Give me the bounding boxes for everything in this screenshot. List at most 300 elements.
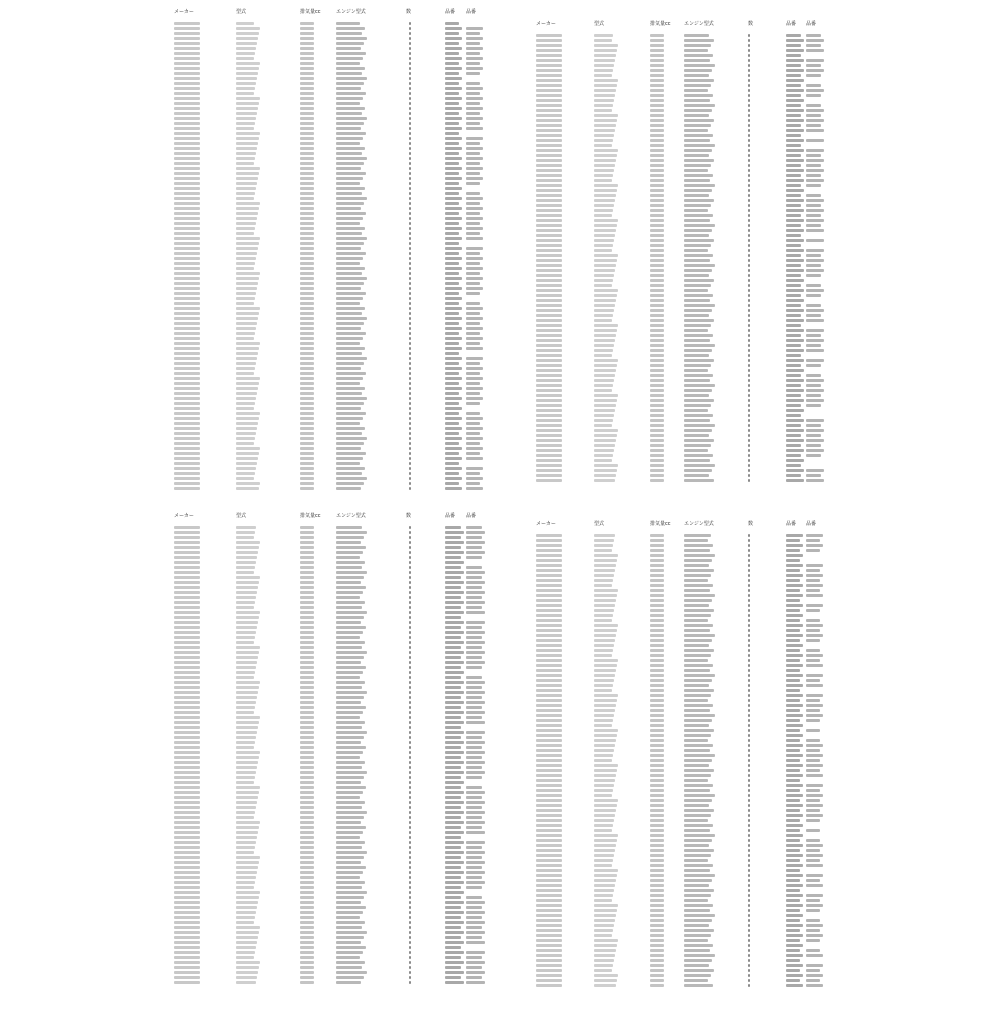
cell-pn2 (806, 239, 824, 242)
cell-model (236, 377, 260, 380)
cell-disp (300, 87, 314, 90)
cell-model (594, 234, 615, 237)
cell-model (594, 464, 618, 467)
cell-cap (336, 606, 362, 609)
cell-model (236, 926, 260, 929)
cell-model (594, 699, 617, 702)
cell-maker (174, 621, 200, 624)
cell-num (748, 94, 750, 97)
cell-disp (300, 267, 314, 270)
cell-model (594, 929, 613, 932)
cell-model (236, 626, 257, 629)
cell-cap (684, 194, 709, 197)
cell-disp (300, 47, 314, 50)
table-top-right (536, 20, 866, 510)
cell-model (594, 954, 615, 957)
cell-model (594, 414, 614, 417)
cell-pn1 (445, 556, 461, 559)
cell-pn1 (445, 891, 464, 894)
cell-pn1 (445, 546, 461, 549)
cell-num (409, 751, 411, 754)
cell-maker (174, 232, 200, 235)
cell-cap (684, 644, 709, 647)
cell-model (236, 352, 258, 355)
cell-cap (336, 881, 365, 884)
cell-maker (174, 626, 200, 629)
cell-maker (536, 254, 562, 257)
cell-num (409, 786, 411, 789)
cell-disp (650, 264, 664, 267)
header-part-no-1: 品番 (445, 9, 456, 15)
cell-disp (650, 909, 664, 912)
cell-maker (536, 724, 562, 727)
cell-disp (650, 959, 664, 962)
cell-pn2 (466, 956, 482, 959)
cell-cap (336, 412, 366, 415)
cell-pn2 (466, 207, 483, 210)
cell-pn1 (786, 659, 800, 662)
cell-num (748, 759, 750, 762)
cell-disp (650, 724, 664, 727)
cell-num (409, 801, 411, 804)
cell-num (409, 626, 411, 629)
cell-model (594, 909, 617, 912)
cell-maker (536, 434, 562, 437)
cell-model (594, 704, 616, 707)
cell-pn2 (466, 766, 482, 769)
cell-num (748, 934, 750, 937)
cell-pn1 (445, 896, 461, 899)
cell-disp (650, 279, 664, 282)
cell-pn1 (445, 212, 459, 215)
cell-cap (336, 102, 360, 105)
cell-model (236, 761, 258, 764)
cell-pn2 (806, 319, 824, 322)
cell-pn2 (806, 209, 824, 212)
cell-pn1 (445, 342, 459, 345)
cell-maker (536, 864, 562, 867)
cell-pn1 (445, 377, 462, 380)
cell-cap (336, 626, 366, 629)
cell-cap (336, 212, 366, 215)
cell-num (409, 651, 411, 654)
cell-pn1 (786, 979, 800, 982)
cell-model (594, 829, 612, 832)
cell-pn1 (786, 434, 801, 437)
cell-pn1 (445, 716, 461, 719)
header-maker: メーカー (174, 513, 194, 519)
cell-num (748, 454, 750, 457)
cell-model (236, 751, 260, 754)
cell-disp (650, 934, 664, 937)
cell-num (748, 779, 750, 782)
cell-cap (684, 639, 712, 642)
cell-disp (300, 731, 314, 734)
cell-disp (650, 854, 664, 857)
cell-disp (300, 881, 314, 884)
cell-num (748, 244, 750, 247)
cell-num (409, 472, 411, 475)
cell-disp (300, 961, 314, 964)
cell-model (236, 397, 256, 400)
cell-pn2 (466, 936, 482, 939)
cell-num (748, 719, 750, 722)
cell-model (594, 279, 613, 282)
cell-pn2 (466, 876, 482, 879)
cell-model (236, 432, 256, 435)
cell-model (236, 287, 257, 290)
cell-model (236, 916, 255, 919)
cell-pn1 (445, 297, 462, 300)
cell-model (236, 347, 259, 350)
cell-cap (684, 299, 710, 302)
cell-disp (650, 124, 664, 127)
cell-disp (300, 526, 314, 529)
cell-pn2 (466, 477, 483, 480)
cell-num (748, 689, 750, 692)
cell-maker (174, 851, 200, 854)
cell-num (409, 901, 411, 904)
cell-num (409, 167, 411, 170)
cell-num (409, 397, 411, 400)
cell-num (409, 152, 411, 155)
cell-num (409, 896, 411, 899)
cell-maker (174, 182, 200, 185)
cell-maker (174, 332, 200, 335)
cell-pn2 (466, 212, 480, 215)
cell-cap (684, 574, 711, 577)
cell-disp (650, 449, 664, 452)
cell-num (409, 182, 411, 185)
cell-pn1 (445, 601, 464, 604)
cell-model (236, 691, 258, 694)
cell-disp (300, 536, 314, 539)
cell-disp (300, 147, 314, 150)
cell-cap (336, 297, 363, 300)
cell-pn1 (445, 392, 459, 395)
cell-pn2 (466, 821, 485, 824)
cell-pn1 (445, 462, 459, 465)
cell-disp (300, 781, 314, 784)
cell-pn2 (466, 861, 485, 864)
cell-pn1 (445, 961, 464, 964)
cell-pn2 (466, 37, 483, 40)
cell-model (236, 317, 258, 320)
cell-pn2 (466, 167, 483, 170)
cell-pn1 (786, 779, 800, 782)
cell-pn2 (806, 194, 821, 197)
cell-num (409, 826, 411, 829)
cell-pn1 (786, 579, 800, 582)
cell-pn1 (786, 134, 801, 137)
cell-pn2 (466, 851, 485, 854)
cell-pn2 (466, 482, 480, 485)
cell-num (748, 674, 750, 677)
cell-num (409, 736, 411, 739)
cell-disp (300, 162, 314, 165)
cell-disp (300, 876, 314, 879)
cell-cap (684, 669, 710, 672)
cell-cap (684, 349, 712, 352)
cell-model (594, 329, 617, 332)
cell-cap (336, 861, 361, 864)
cell-pn1 (445, 92, 459, 95)
cell-maker (174, 536, 200, 539)
cell-maker (174, 32, 200, 35)
cell-num (748, 534, 750, 537)
cell-num (748, 599, 750, 602)
cell-disp (300, 766, 314, 769)
cell-num (748, 919, 750, 922)
cell-maker (174, 586, 200, 589)
cell-maker (174, 881, 200, 884)
cell-maker (174, 841, 200, 844)
cell-pn2 (466, 262, 480, 265)
cell-maker (536, 879, 562, 882)
cell-pn1 (445, 147, 462, 150)
cell-cap (336, 137, 363, 140)
cell-num (409, 452, 411, 455)
cell-disp (300, 22, 314, 25)
cell-maker (536, 304, 562, 307)
cell-pn2 (806, 884, 823, 887)
cell-num (748, 959, 750, 962)
cell-cap (336, 531, 367, 534)
cell-pn1 (786, 724, 803, 727)
cell-disp (300, 402, 314, 405)
cell-pn2 (806, 294, 821, 297)
cell-pn1 (786, 534, 803, 537)
cell-maker (174, 457, 200, 460)
cell-model (594, 824, 613, 827)
cell-pn1 (445, 292, 459, 295)
cell-maker (174, 636, 200, 639)
cell-disp (650, 364, 664, 367)
cell-cap (684, 419, 710, 422)
cell-num (748, 469, 750, 472)
cell-num (409, 312, 411, 315)
cell-cap (336, 162, 364, 165)
cell-model (594, 64, 614, 67)
cell-disp (650, 879, 664, 882)
cell-pn1 (786, 34, 801, 37)
cell-model (594, 479, 615, 482)
cell-disp (300, 826, 314, 829)
cell-num (409, 596, 411, 599)
cell-cap (336, 681, 365, 684)
cell-num (409, 467, 411, 470)
cell-maker (174, 452, 200, 455)
cell-disp (300, 921, 314, 924)
cell-disp (650, 274, 664, 277)
cell-cap (684, 804, 709, 807)
cell-pn2 (806, 604, 823, 607)
cell-disp (300, 337, 314, 340)
cell-disp (650, 799, 664, 802)
cell-disp (650, 829, 664, 832)
cell-model (594, 734, 617, 737)
cell-disp (650, 149, 664, 152)
cell-maker (174, 526, 200, 529)
cell-model (236, 437, 255, 440)
cell-cap (336, 816, 364, 819)
cell-disp (650, 609, 664, 612)
cell-model (236, 791, 259, 794)
cell-model (236, 611, 260, 614)
cell-cap (336, 487, 361, 490)
cell-pn1 (445, 127, 462, 130)
cell-maker (174, 402, 200, 405)
cell-cap (684, 749, 710, 752)
cell-model (236, 571, 254, 574)
cell-model (594, 594, 617, 597)
cell-disp (300, 741, 314, 744)
cell-pn2 (466, 302, 480, 305)
cell-cap (336, 32, 362, 35)
cell-cap (336, 566, 362, 569)
cell-maker (174, 222, 200, 225)
cell-pn2 (466, 287, 483, 290)
cell-num (409, 27, 411, 30)
cell-cap (684, 929, 714, 932)
cell-disp (300, 442, 314, 445)
cell-pn1 (786, 934, 803, 937)
cell-model (594, 879, 616, 882)
cell-cap (684, 209, 708, 212)
cell-disp (650, 384, 664, 387)
cell-cap (684, 759, 712, 762)
cell-pn2 (806, 114, 821, 117)
cell-model (236, 32, 259, 35)
cell-pn1 (445, 227, 462, 230)
cell-pn1 (445, 536, 461, 539)
cell-disp (650, 644, 664, 647)
cell-disp (650, 804, 664, 807)
cell-pn1 (786, 919, 800, 922)
cell-disp (300, 327, 314, 330)
cell-cap (684, 569, 714, 572)
cell-pn2 (806, 609, 820, 612)
cell-disp (300, 77, 314, 80)
cell-maker (174, 227, 200, 230)
cell-disp (300, 182, 314, 185)
cell-model (236, 956, 254, 959)
cell-num (409, 147, 411, 150)
cell-pn2 (806, 69, 824, 72)
cell-num (748, 424, 750, 427)
cell-maker (174, 926, 200, 929)
cell-model (236, 152, 256, 155)
cell-pn2 (466, 531, 485, 534)
cell-maker (174, 911, 200, 914)
cell-num (409, 696, 411, 699)
cell-pn2 (806, 909, 820, 912)
cell-cap (684, 959, 712, 962)
cell-pn1 (786, 689, 800, 692)
cell-num (409, 961, 411, 964)
cell-maker (536, 269, 562, 272)
cell-pn1 (786, 599, 800, 602)
cell-maker (536, 774, 562, 777)
cell-cap (336, 67, 365, 70)
cell-disp (300, 751, 314, 754)
cell-num (409, 187, 411, 190)
cell-maker (536, 974, 562, 977)
cell-pn1 (445, 82, 459, 85)
cell-model (236, 262, 255, 265)
cell-pn1 (786, 924, 803, 927)
cell-num (748, 349, 750, 352)
cell-model (594, 144, 612, 147)
cell-disp (650, 404, 664, 407)
cell-disp (650, 974, 664, 977)
cell-model (594, 284, 612, 287)
cell-maker (536, 889, 562, 892)
cell-cap (336, 786, 366, 789)
cell-num (748, 889, 750, 892)
cell-cap (684, 74, 709, 77)
cell-pn2 (466, 916, 482, 919)
cell-pn1 (786, 379, 804, 382)
cell-pn1 (445, 731, 464, 734)
cell-model (594, 34, 613, 37)
cell-model (594, 164, 615, 167)
cell-model (594, 59, 615, 62)
cell-maker (174, 781, 200, 784)
cell-pn1 (786, 169, 804, 172)
cell-pn1 (786, 114, 801, 117)
cell-maker (174, 686, 200, 689)
cell-maker (536, 114, 562, 117)
cell-pn1 (445, 876, 461, 879)
cell-pn2 (806, 419, 824, 422)
cell-disp (650, 659, 664, 662)
cell-maker (536, 129, 562, 132)
cell-pn1 (786, 879, 800, 882)
cell-cap (684, 144, 715, 147)
cell-pn2 (466, 107, 483, 110)
cell-pn1 (786, 329, 804, 332)
cell-maker (536, 929, 562, 932)
cell-pn2 (466, 816, 482, 819)
cell-pn2 (466, 526, 482, 529)
cell-model (594, 714, 614, 717)
cell-cap (336, 447, 361, 450)
cell-num (409, 232, 411, 235)
cell-pn1 (445, 452, 459, 455)
cell-maker (536, 694, 562, 697)
cell-num (748, 289, 750, 292)
cell-num (409, 177, 411, 180)
cell-maker (536, 134, 562, 137)
cell-maker (174, 72, 200, 75)
cell-pn1 (445, 447, 462, 450)
cell-model (236, 856, 260, 859)
cell-pn1 (786, 219, 804, 222)
cell-num (748, 799, 750, 802)
cell-cap (336, 452, 366, 455)
cell-pn1 (445, 252, 459, 255)
cell-disp (650, 469, 664, 472)
cell-pn1 (445, 596, 461, 599)
cell-num (409, 931, 411, 934)
cell-cap (684, 379, 710, 382)
cell-cap (336, 806, 362, 809)
cell-model (594, 924, 614, 927)
cell-maker (174, 327, 200, 330)
cell-pn1 (445, 257, 462, 260)
cell-cap (336, 706, 366, 709)
